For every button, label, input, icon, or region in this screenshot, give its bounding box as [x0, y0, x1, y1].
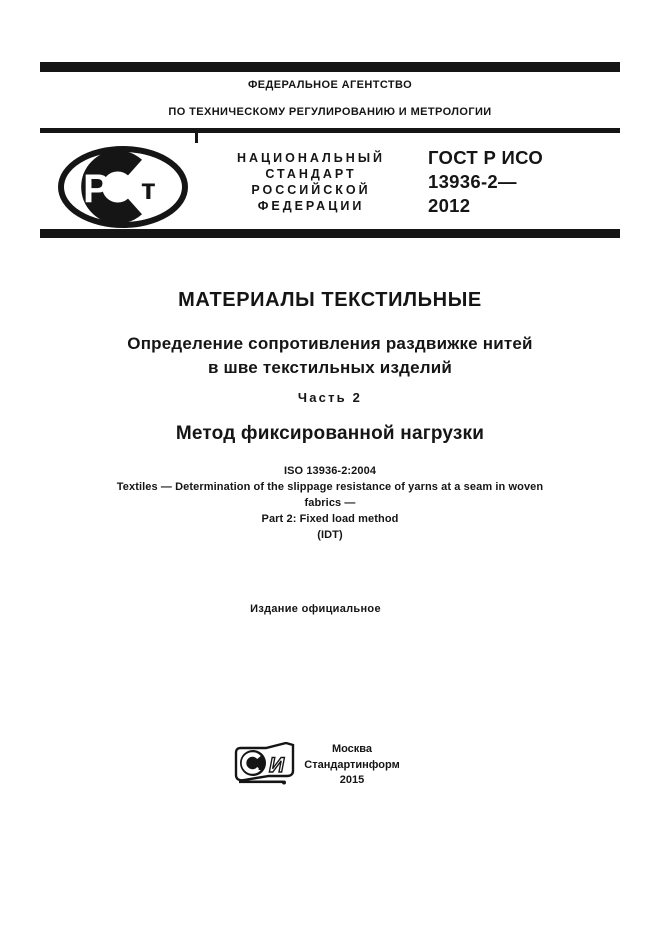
iso-reference — [40, 463, 620, 543]
imprint-publisher: Стандартинформ — [304, 758, 400, 771]
standard-code-line: 13936-2— — [428, 171, 517, 192]
imprint — [282, 742, 422, 789]
svg-text:т: т — [141, 173, 156, 206]
standard-code-line: 2012 — [428, 195, 471, 216]
document-title: МАТЕРИАЛЫ ТЕКСТИЛЬНЫЕ — [178, 289, 482, 311]
org-name-line: СТАНДАРТ — [265, 167, 357, 181]
org-name-line: РОССИЙСКОЙ — [251, 183, 371, 197]
top-rule — [40, 62, 620, 72]
header-divider-tick — [195, 128, 198, 143]
edition-note: Издание официальное — [250, 603, 381, 615]
svg-text:Р: Р — [83, 167, 110, 211]
imprint-year: 2015 — [339, 774, 365, 786]
standard-code-line: ГОСТ Р ИСО — [428, 147, 544, 168]
svg-text:т: т — [256, 757, 264, 774]
iso-title-line2: fabrics — — [304, 497, 356, 509]
method-title: Метод фиксированной нагрузки — [175, 423, 485, 444]
rst-logo-icon — [57, 145, 189, 229]
document-subtitle-line1: Определение сопротивления раздвижке нитей — [127, 334, 533, 353]
agency-name-line2: ПО ТЕХНИЧЕСКОМУ РЕГУЛИРОВАНИЮ И МЕТРОЛОГИИ — [168, 106, 492, 118]
agency-name-line1: ФЕДЕРАЛЬНОЕ АГЕНТСТВО — [247, 79, 413, 91]
svg-text:И: И — [269, 754, 285, 777]
iso-title-line3: Part 2: Fixed load method — [261, 513, 399, 525]
standard-code — [428, 146, 618, 218]
iso-title-line1: Textiles — Determination of the slippage resistance of yarns at a seam in woven — [116, 481, 544, 493]
imprint-city: Москва — [331, 743, 373, 755]
header-top-rule — [40, 128, 620, 133]
org-name-line: ФЕДЕРАЦИИ — [257, 199, 365, 213]
iso-code: ISO 13936-2:2004 — [283, 465, 377, 477]
org-name-line: НАЦИОНАЛЬНЫЙ — [236, 151, 386, 165]
document-subtitle-line2: в шве текстильных изделий — [207, 358, 453, 377]
iso-idt-mark: (IDT) — [317, 529, 343, 541]
org-name — [197, 150, 425, 214]
header-bottom-rule — [40, 229, 620, 238]
part-label: Часть 2 — [297, 390, 363, 405]
